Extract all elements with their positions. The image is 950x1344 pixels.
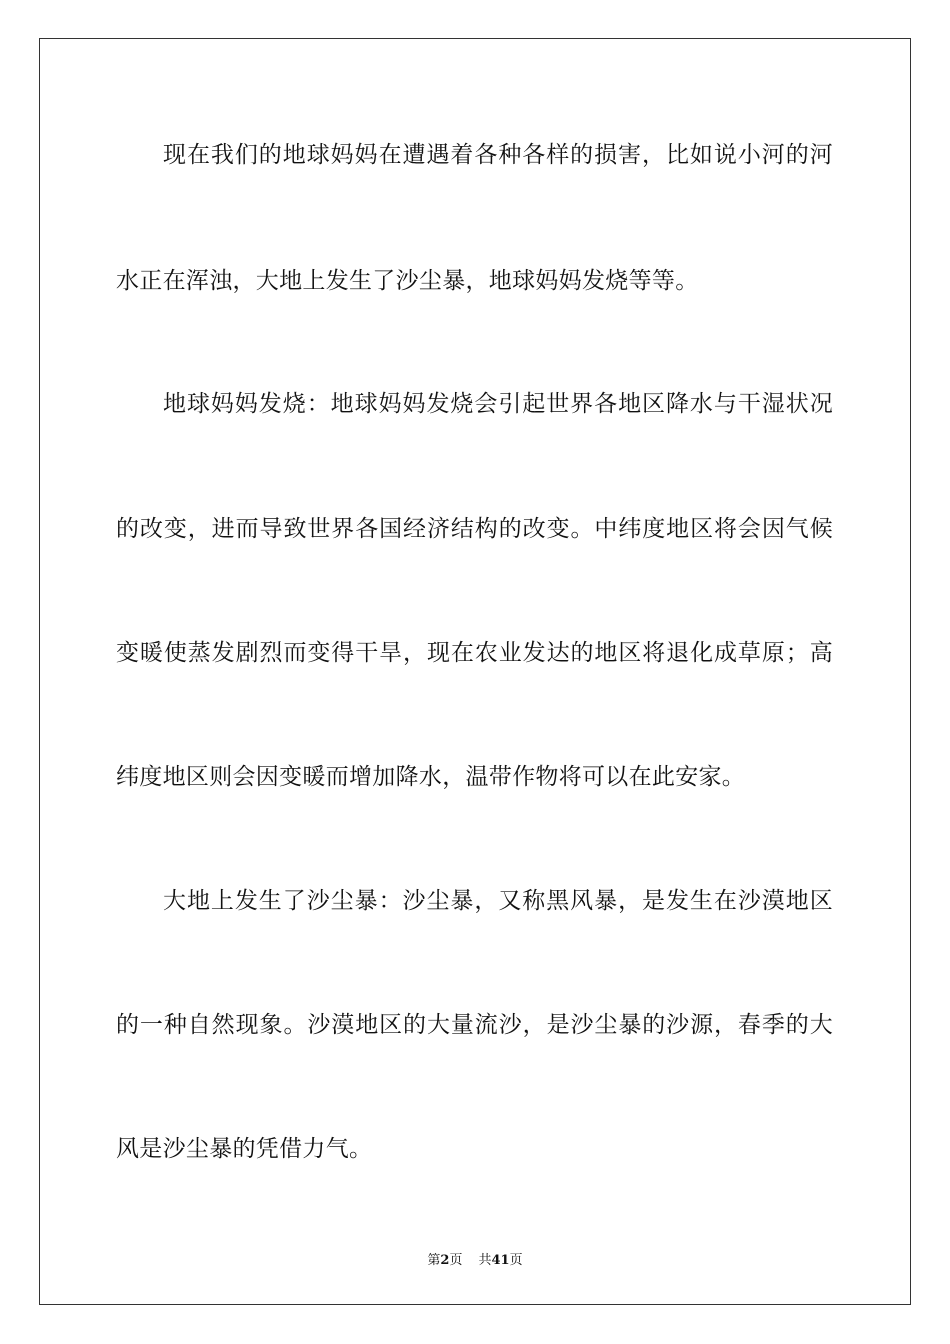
paragraph-2-line-1: 地球妈妈发烧：地球妈妈发烧会引起世界各地区降水与干湿状况 bbox=[163, 391, 833, 417]
paragraph-3-line-2: 的一种自然现象。沙漠地区的大量流沙，是沙尘暴的沙源，春季的大 bbox=[116, 1012, 833, 1038]
paragraph-3-line-1: 大地上发生了沙尘暴：沙尘暴，又称黑风暴，是发生在沙漠地区 bbox=[163, 888, 833, 914]
page-border bbox=[39, 38, 911, 1305]
paragraph-3-line-3: 风是沙尘暴的凭借力气。 bbox=[116, 1136, 373, 1162]
paragraph-2-line-2: 的改变，进而导致世界各国经济结构的改变。中纬度地区将会因气候 bbox=[116, 516, 833, 542]
paragraph-2-line-4: 纬度地区则会因变暖而增加降水，温带作物将可以在此安家。 bbox=[116, 764, 746, 790]
total-prefix: 共 bbox=[478, 1253, 492, 1268]
page-number: 2 bbox=[440, 1253, 450, 1268]
page-suffix: 页 bbox=[449, 1253, 463, 1268]
total-suffix: 页 bbox=[509, 1253, 523, 1268]
page-footer bbox=[0, 1249, 950, 1268]
paragraph-2-line-3: 变暖使蒸发剧烈而变得干旱，现在农业发达的地区将退化成草原；高 bbox=[116, 640, 833, 666]
page-prefix: 第 bbox=[427, 1253, 441, 1268]
total-pages: 41 bbox=[491, 1253, 510, 1268]
paragraph-1-line-1: 现在我们的地球妈妈在遭遇着各种各样的损害，比如说小河的河 bbox=[163, 142, 833, 168]
paragraph-1-line-2: 水正在浑浊，大地上发生了沙尘暴，地球妈妈发烧等等。 bbox=[116, 268, 699, 294]
